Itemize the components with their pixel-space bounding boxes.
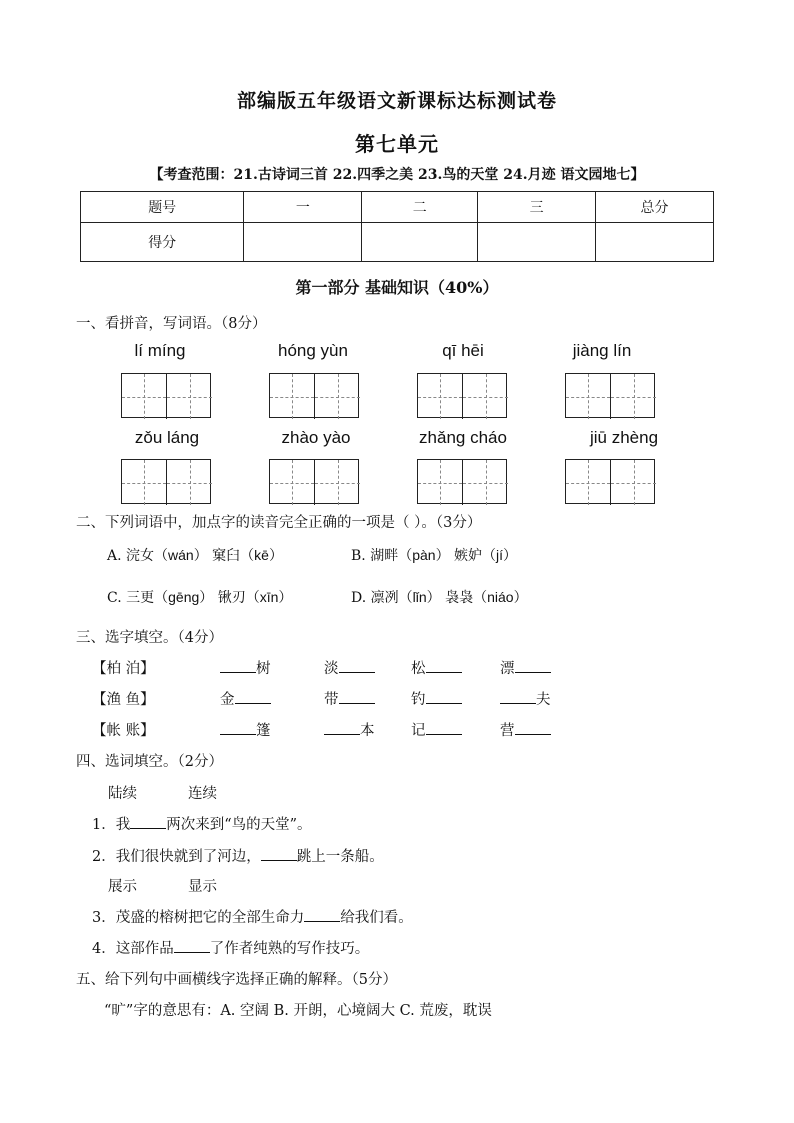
blank-line[interactable] [500, 689, 536, 704]
paren: ） [503, 548, 518, 564]
q5-title: 五、给下列句中画横线字选择正确的解释。（5分） [76, 972, 397, 988]
pinyin-reading: niáo [487, 589, 514, 605]
sentence-text: 2．我们很快就到了河边， [92, 849, 261, 865]
sentence-text: 两次来到“鸟的天堂”。 [166, 817, 312, 833]
option-b-word2: ） 嫉妒（ [435, 548, 497, 564]
fill-char: 漂 [500, 661, 515, 677]
tianzige-box[interactable] [121, 459, 211, 504]
tianzige-box[interactable] [417, 373, 507, 418]
pinyin-reading: wán [168, 547, 194, 563]
pinyin-label: qī hēi [442, 341, 484, 360]
fill-char: 本 [360, 723, 375, 739]
score-table-header: 题号 [81, 192, 244, 223]
char-pair-label: 【柏 泊】 [92, 661, 155, 677]
char-pair-label: 【帐 账】 [92, 723, 155, 739]
option-d-word2: ） 袅袅（ [426, 590, 488, 606]
blank-line[interactable] [261, 846, 297, 861]
fill-item[interactable] [324, 657, 375, 678]
fill-item[interactable] [220, 719, 271, 740]
sentence-text: 跳上一条船。 [296, 849, 384, 865]
pinyin-label: zhǎng cháo [419, 428, 507, 447]
pinyin-reading: xīn [259, 589, 279, 605]
fill-char: 树 [256, 661, 271, 677]
tianzige-box[interactable] [565, 459, 655, 504]
option-a[interactable] [107, 545, 283, 565]
paren: ） [513, 590, 528, 606]
pinyin-label: zhào yào [281, 428, 351, 447]
option-a-label: A. 浣女（ [107, 548, 169, 564]
pinyin-reading: gēng [168, 589, 200, 605]
option-b[interactable] [351, 545, 517, 565]
pinyin-reading: jí [496, 547, 504, 563]
blank-line[interactable] [220, 720, 256, 735]
fill-char: 钓 [411, 692, 426, 708]
fill-item[interactable] [220, 688, 271, 709]
blank-line[interactable] [515, 720, 551, 735]
part1-title: 第一部分 基础知识（40%） [295, 278, 499, 297]
exam-scope: 【考查范围：21.古诗词三首 22.四季之美 23.鸟的天堂 24.月迹 语文园地七】 [149, 167, 645, 183]
blank-line[interactable] [339, 658, 375, 673]
option-d-label: D. 凛冽（ [351, 590, 413, 606]
option-c-word2: ） 锹刃（ [199, 590, 260, 606]
unit-title: 第七单元 [355, 132, 439, 156]
option-a-word2: ） 窠臼（ [193, 548, 255, 564]
blank-line[interactable] [426, 658, 462, 673]
pinyin-reading: kē [254, 547, 269, 563]
sentence-2 [92, 845, 384, 866]
score-cell[interactable] [478, 223, 596, 262]
score-table [80, 191, 714, 262]
blank-line[interactable] [426, 720, 462, 735]
pinyin-label: jiàng lín [572, 341, 632, 360]
blank-line[interactable] [324, 720, 360, 735]
sentence-text: 3．茂盛的榕树把它的全部生命力 [92, 910, 305, 926]
pinyin-label: zǒu láng [134, 428, 200, 447]
sentence-3 [92, 906, 413, 927]
score-label: 得分 [81, 223, 244, 262]
sentence-4 [92, 937, 369, 958]
blank-line[interactable] [339, 689, 375, 704]
fill-char: 淡 [324, 661, 339, 677]
score-table-header: 一 [244, 192, 362, 223]
option-b-label: B. 湖畔（ [351, 548, 413, 564]
exam-title: 部编版五年级语文新课标达标测试卷 [236, 90, 557, 112]
tianzige-box[interactable] [269, 459, 359, 504]
pinyin-label: lí míng [134, 341, 186, 360]
blank-line[interactable] [220, 658, 256, 673]
fill-item[interactable] [500, 657, 551, 678]
option-d[interactable] [351, 587, 528, 607]
blank-line[interactable] [426, 689, 462, 704]
blank-line[interactable] [235, 689, 271, 704]
score-cell[interactable] [362, 223, 478, 262]
fill-char: 松 [411, 661, 426, 677]
score-cell[interactable] [596, 223, 714, 262]
word-choice: 连续 [188, 786, 217, 802]
pinyin-reading: pàn [412, 547, 436, 563]
fill-item[interactable] [324, 688, 375, 709]
q2-title: 二、下列词语中，加点字的读音完全正确的一项是（ ）。（3分） [76, 515, 482, 531]
word-choice: 展示 [108, 879, 137, 895]
blank-line[interactable] [515, 658, 551, 673]
q1-title: 一、看拼音，写词语。（8分） [76, 316, 267, 332]
paren: ） [278, 590, 293, 606]
pinyin-label: hóng yùn [278, 341, 348, 360]
blank-line[interactable] [174, 938, 210, 953]
fill-item[interactable] [411, 657, 462, 678]
fill-item[interactable] [500, 688, 551, 709]
pinyin-reading: lǐn [412, 589, 427, 605]
paren: ） [268, 548, 283, 564]
fill-char: 夫 [536, 692, 551, 708]
meaning-options: “旷”字的意思有：A. 空阔 B. 开朗，心境阔大 C. 荒废，耽误 [104, 1003, 492, 1019]
score-table-header: 二 [362, 192, 478, 223]
score-table-header: 三 [478, 192, 596, 223]
score-table-header: 总分 [596, 192, 714, 223]
char-pair-label: 【渔 鱼】 [92, 692, 155, 708]
fill-item[interactable] [220, 657, 271, 678]
q4-title: 四、选词填空。（2分） [76, 754, 223, 770]
sentence-1 [92, 813, 312, 834]
tianzige-box[interactable] [565, 373, 655, 418]
fill-char: 记 [411, 723, 426, 739]
fill-char: 金 [220, 692, 235, 708]
tianzige-box[interactable] [121, 373, 211, 418]
word-choice: 陆续 [108, 786, 137, 802]
blank-line[interactable] [304, 907, 340, 922]
tianzige-box[interactable] [269, 373, 359, 418]
sentence-text: 1．我 [92, 817, 131, 833]
option-c-label: C. 三更（ [107, 590, 169, 606]
fill-item[interactable] [500, 719, 551, 740]
fill-item[interactable] [324, 719, 375, 740]
sentence-text: 给我们看。 [340, 910, 413, 926]
fill-item[interactable] [411, 688, 462, 709]
fill-char: 营 [500, 723, 515, 739]
word-choice: 显示 [188, 879, 217, 895]
score-cell[interactable] [244, 223, 362, 262]
option-c[interactable] [107, 587, 292, 607]
fill-char: 篷 [256, 723, 271, 739]
q3-title: 三、选字填空。（4分） [76, 630, 223, 646]
pinyin-label: jiū zhèng [589, 428, 659, 447]
tianzige-box[interactable] [417, 459, 507, 504]
sentence-text: 4．这部作品 [92, 941, 174, 957]
fill-item[interactable] [411, 719, 462, 740]
sentence-text: 了作者纯熟的写作技巧。 [209, 941, 370, 957]
fill-char: 带 [324, 692, 339, 708]
blank-line[interactable] [130, 814, 166, 829]
